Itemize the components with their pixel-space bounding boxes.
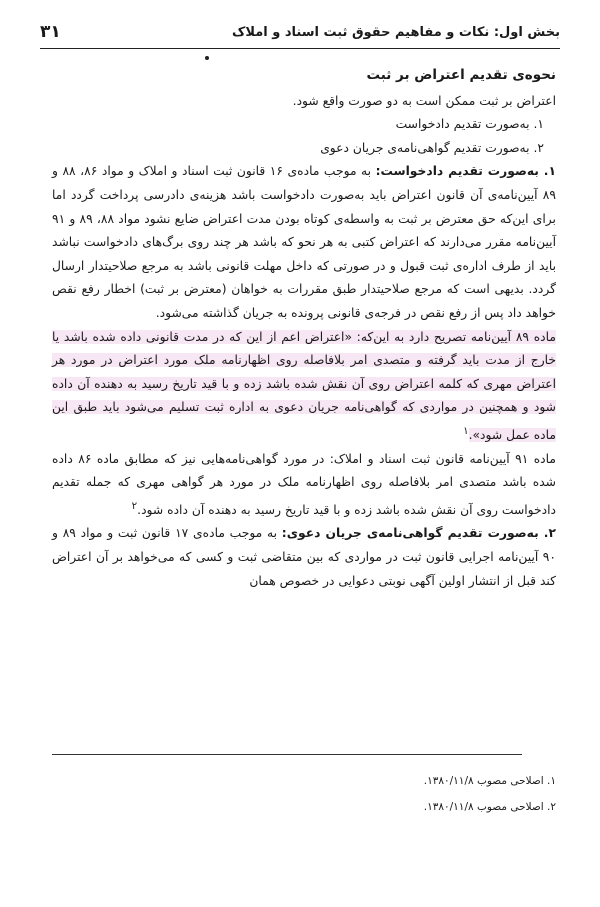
running-header bbox=[40, 22, 560, 49]
footnote-1: ۱. اصلاحی مصوب ۱۳۸۰/۱۱/۸. bbox=[423, 775, 556, 787]
footnote-divider bbox=[52, 754, 522, 755]
paragraph-certificate-text: به موجب ماده‌ی ۱۷ قانون ثبت و مواد ۸۹ و ۹۰ آیین‌نامه اجرایی قانون ثبت در مواردی که بین متقاضی ثبت و کسی که می‌خواهد بر آن اعتراض کند قبل از انتشار اولین آگهی نوبتی دعوایی در خصوص همان bbox=[52, 526, 556, 588]
list-item-2: ۲. به‌صورت تقدیم گواهی‌نامه‌ی جریان دعوی bbox=[320, 140, 544, 155]
page-number: ۳۱ bbox=[40, 22, 61, 42]
footnote-ref-2: ۲ bbox=[131, 499, 138, 512]
paragraph-certificate bbox=[52, 522, 556, 593]
section-title: نحوه‌ی تقدیم اعتراض بر ثبت bbox=[366, 67, 556, 83]
paragraph-petition-text: به موجب ماده‌ی ۱۶ قانون ثبت اسناد و املاک و مواد ۸۶، ۸۸ و ۸۹ آیین‌نامه‌ی آن قانون اعتراض باید به‌صورت دادخواست باشد هزینه‌ی دادرسی پرداخت گردد اما برای این‌که حق معترض بر ثبت به واسطه‌ی کوتاه بودن مدت اعتراض ضایع نشود مواد ۸۸، ۸۹ و ۹۱ آیین‌نامه مقرر می‌دارند که اعتراض کتبی به هر نحو که باشد هر چند روی برگ‌های دادخواست نباشد باید از طرف اداره‌ی ثبت قبول و در صورتی که داخل مهلت قانونی باشد به مرجع صلاحیتدار ارسال گردد. بدیهی است که مرجع صلاحیتدار طبق مقررات به خواهان (معترض بر ثبت) اخطار رفع نقص خواهد داد پس از رفع نقص در فرجه‌ی قانونی پرونده به جریان گذاشته می‌شود. bbox=[52, 164, 556, 320]
paragraph-article-91-text: ماده ۹۱ آیین‌نامه قانون ثبت اسناد و املاک: در مورد گواهی‌نامه‌هایی نیز که مطابق ماده ۸۶ داده شده باشد متصدی امر بلافاصله روی اظهارنامه ملک در مورد هر گواهی مهری که جمله تقدیم دادخواست روی آن نقش شده باشد زده و با قید تاریخ رسید به دهنده آن داده شود. bbox=[52, 451, 556, 517]
paragraph-certificate-heading: ۲. به‌صورت تقدیم گواهی‌نامه‌ی جریان دعوی: bbox=[281, 526, 556, 541]
highlighted-text: ماده ۸۹ آیین‌نامه تصریح دارد به این‌که: «اعتراض اعم از این که در مدت قانونی داده شده باشد یا خارج از مدت باید گرفته و متصدی امر بلافاصله روی اظهارنامه ملک مورد اعتراض در مورد هر اعتراض مهری که کلمه اعتراض روی آن نقش شده باشد زده و با قید تاریخ رسید به دهنده آن داده شود و همچنین در مواردی که گواهی‌نامه جریان دعوی به اداره ثبت تسلیم می‌شود باید طبق این ماده عمل شود». bbox=[52, 329, 556, 442]
intro-paragraph: اعتراض بر ثبت ممکن است به دو صورت واقع شود. bbox=[292, 93, 556, 108]
chapter-title: بخش اول: نکات و مفاهیم حقوق ثبت اسناد و املاک bbox=[232, 25, 560, 40]
footnotes bbox=[52, 768, 556, 820]
footnote-ref-1: ۱ bbox=[463, 424, 469, 437]
page-body bbox=[52, 60, 556, 593]
paragraph-article-89 bbox=[52, 326, 556, 448]
list-item-1: ۱. به‌صورت تقدیم دادخواست bbox=[395, 117, 544, 132]
paragraph-petition bbox=[52, 160, 556, 325]
paragraph-article-91 bbox=[52, 448, 556, 523]
footnote-2: ۲. اصلاحی مصوب ۱۳۸۰/۱۱/۸. bbox=[423, 801, 556, 813]
paragraph-petition-heading: ۱. به‌صورت تقدیم دادخواست: bbox=[375, 164, 556, 179]
